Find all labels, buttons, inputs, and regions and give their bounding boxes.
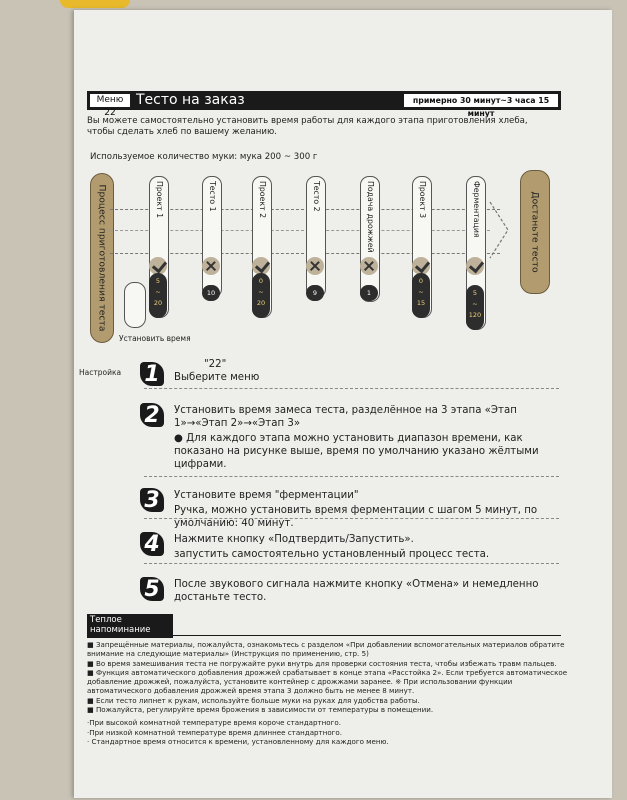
- stage-time-value: 9: [306, 285, 324, 301]
- step-number: 1: [140, 362, 164, 386]
- stage-time-value: 1: [360, 285, 378, 301]
- step-line: "22": [204, 359, 227, 370]
- stage-column: [252, 176, 272, 318]
- intro-text: Вы можете самостоятельно установить время работы для каждого этапа приготовления хлеба, чтобы сделать хлеб по вашему желанию.: [87, 116, 528, 137]
- stage-label: Проект 1: [155, 181, 164, 219]
- step-divider: [144, 518, 559, 519]
- step-line: Ручка, можно установить время ферментации с шагом 5 минут, по умолчанию: 40 минут.: [174, 505, 538, 529]
- step-line: После звукового сигнала нажмите кнопку «Отмена» и немедленно достаньте тесто.: [174, 579, 539, 603]
- set-time-label: Установить время: [119, 334, 191, 343]
- reminder-note-line: ·При высокой комнатной температуре время короче стандартного.: [87, 718, 341, 728]
- set-time-indicator: [124, 282, 146, 328]
- step-line: Выберите меню: [174, 372, 260, 383]
- stage-time-value: 10: [202, 285, 220, 301]
- reminder-note-line: ■ Если тесто липнет к рукам, используйте больше муки на руках для удобства работы.: [87, 695, 420, 705]
- reminder-note-line: ■ Функция автоматического добавления дрожжей срабатывает в конце этапа «Расстойка 2». Если требуется автоматическое: [87, 667, 568, 677]
- step-text: [174, 358, 559, 384]
- finish-label: Достаньте тесто: [529, 191, 541, 273]
- step-line: запустить самостоятельно установленный процесс теста.: [174, 549, 490, 560]
- step-divider: [144, 388, 559, 389]
- stage-time-value: 5 ~ 20: [149, 273, 167, 318]
- stage-label: Подача дрожжей: [366, 181, 375, 253]
- menu-number: Меню 22: [90, 94, 130, 107]
- step-text: [174, 578, 559, 604]
- cross-icon: [360, 257, 378, 275]
- setup-label: Настройка: [79, 368, 122, 377]
- finish-label-box: [520, 170, 550, 294]
- step-number: 2: [140, 403, 164, 427]
- reminder-note-line: ·При низкой комнатной температуре время длиннее стандартного.: [87, 727, 342, 737]
- cross-icon: [306, 257, 324, 275]
- reminder-title: Теплое напоминание: [87, 614, 173, 638]
- step-line: Нажмите кнопку «Подтвердить/Запустить».: [174, 534, 414, 545]
- arrow-head-icon: [488, 200, 512, 260]
- step-text: [174, 489, 559, 530]
- stage-label: Проект 3: [418, 181, 427, 219]
- stage-column: [149, 176, 169, 318]
- step-line: ● Для каждого этапа можно установить диапазон времени, как показано на рисунке выше, время по умолчанию указано жёлтыми цифрами.: [174, 433, 539, 470]
- reminder-notes: [87, 640, 567, 746]
- step-number: 5: [140, 577, 164, 601]
- stage-column: [412, 176, 432, 318]
- stage-column: [360, 176, 380, 302]
- flour-amount: Используемое количество муки: мука 200 ~ 300 г: [90, 152, 318, 162]
- stage-label: Ферментация: [472, 181, 481, 238]
- time-range: примерно 30 минут~3 часа 15 минут: [404, 94, 558, 107]
- check-icon: [466, 257, 484, 275]
- stage-time-value: 5 ~ 120: [466, 285, 484, 330]
- process-label: Процесс приготовления теста: [96, 184, 108, 332]
- step-divider: [144, 563, 559, 564]
- reminder-note-line: автоматического добавления дрожжей время этапа 3 должно быть не менее 8 минут.: [87, 686, 415, 696]
- background-object: [60, 0, 130, 8]
- step-text: [174, 404, 559, 471]
- reminder-note-line: ■ Во время замешивания теста не погружайте руки внутрь для проверки состояния теста, чтобы избежать травм пальцев.: [87, 658, 557, 668]
- stage-column: [466, 176, 486, 330]
- page-title: Тесто на заказ: [136, 92, 245, 108]
- manual-page: [74, 10, 612, 798]
- step-number: 4: [140, 532, 164, 556]
- cross-icon: [202, 257, 220, 275]
- step-number: 3: [140, 488, 164, 512]
- reminder-note-line: ■ Запрещённые материалы, пожалуйста, ознакомьтесь с разделом «При добавлении вспомогательных материалов обратите: [87, 640, 565, 649]
- stage-column: [202, 176, 222, 298]
- reminder-note-line: · Стандартное время относится к времени, установленному для каждого меню.: [87, 736, 389, 746]
- stage-time-value: 0 ~ 15: [412, 273, 430, 318]
- process-label-box: [90, 173, 114, 343]
- stage-label: Тесто 2: [312, 181, 321, 212]
- step-text: [174, 533, 559, 561]
- reminder-note-line: добавление дрожжей, пожалуйста, установите контейнер с дрожжами заранее. ※ При использовании функции: [87, 677, 513, 687]
- reminder-note-line: внимание на следующие материалы» (Инструкция по применению, стр. 5): [87, 649, 369, 659]
- reminder-note-line: ■ Пожалуйста, регулируйте время брожения в зависимости от температуры в помещении.: [87, 705, 434, 715]
- reminder-divider: [87, 635, 561, 636]
- step-line: Установить время замеса теста, разделённое на 3 этапа «Этап 1»→«Этап 2»→«Этап 3»: [174, 405, 517, 429]
- stage-label: Проект 2: [258, 181, 267, 219]
- stage-column: [306, 176, 326, 298]
- step-line: Установите время "ферментации": [174, 490, 359, 501]
- step-divider: [144, 476, 559, 477]
- stage-time-value: 0 ~ 20: [252, 273, 270, 318]
- stage-label: Тесто 1: [208, 181, 217, 212]
